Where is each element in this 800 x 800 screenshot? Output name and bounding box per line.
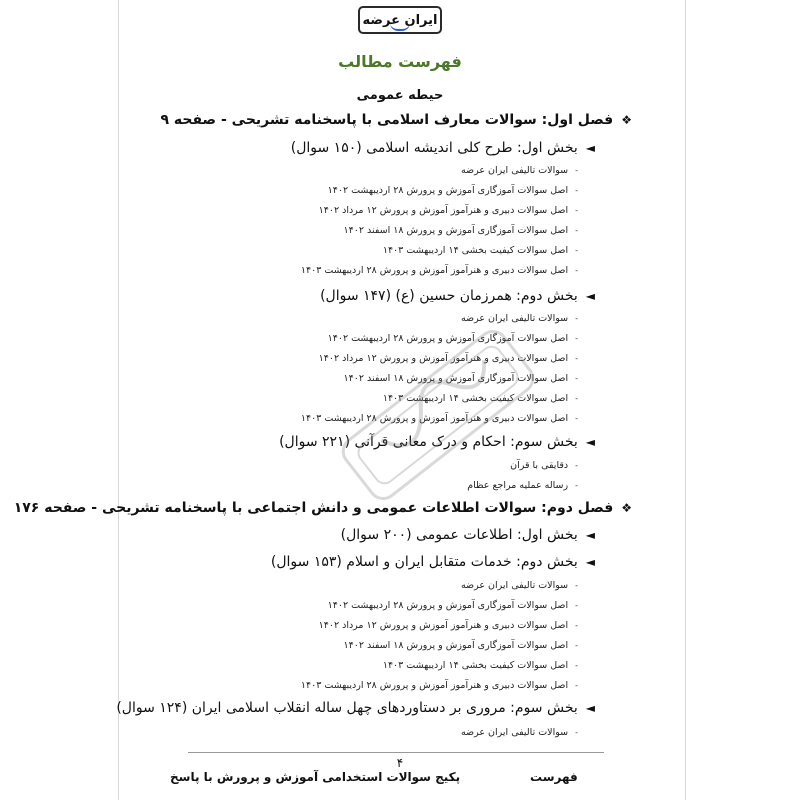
dash-bullet-icon: -: [575, 641, 578, 650]
dash-bullet-icon: -: [575, 246, 578, 255]
dash-bullet-icon: -: [575, 621, 578, 630]
toc-item[interactable]: [383, 245, 578, 256]
toc-part[interactable]: [116, 700, 595, 716]
footer-book-title: پکیج سوالات استخدامی آموزش و پرورش با پاسخ: [170, 770, 461, 784]
toc-item[interactable]: [461, 313, 578, 324]
toc-item[interactable]: [301, 413, 578, 424]
section-heading: حیطه عمومی: [356, 88, 444, 103]
toc-chapter[interactable]: [14, 500, 632, 516]
toc-item[interactable]: [383, 393, 578, 404]
toc-item-text: اصل سوالات آموزگاری آموزش و پرورش ۲۸ اردیبهشت ۱۴۰۲: [327, 185, 569, 196]
toc-item-text: اصل سوالات دبیری و هنرآموز آموزش و پرورش ۲۸ اردیبهشت ۱۴۰۳: [300, 680, 569, 691]
toc-chapter-text: فصل دوم: سوالات اطلاعات عمومی و دانش اجتماعی با پاسخنامه تشریحی - صفحه ۱۷۶: [13, 500, 614, 516]
toc-item[interactable]: [344, 225, 578, 236]
dash-bullet-icon: -: [575, 481, 578, 490]
toc-item-text: اصل سوالات دبیری و هنرآموز آموزش و پرورش ۲۸ اردیبهشت ۱۴۰۳: [300, 413, 569, 424]
dash-bullet-icon: -: [575, 334, 578, 343]
toc-item-text: اصل سوالات آموزگاری آموزش و پرورش ۲۸ اردیبهشت ۱۴۰۲: [327, 600, 569, 611]
toc-part[interactable]: [271, 554, 595, 570]
dash-bullet-icon: -: [575, 374, 578, 383]
toc-item[interactable]: [328, 600, 578, 611]
toc-item-text: اصل سوالات کیفیت بخشی ۱۴ اردیبهشت ۱۴۰۳: [382, 393, 569, 404]
arrow-bullet-icon: ◄: [585, 528, 595, 542]
arrow-bullet-icon: ◄: [585, 289, 595, 303]
toc-chapter-text: فصل اول: سوالات معارف اسلامی با پاسخنامه تشریحی - صفحه ۹: [160, 112, 614, 128]
page-number: ۴: [396, 756, 404, 770]
dash-bullet-icon: -: [575, 226, 578, 235]
toc-item[interactable]: [461, 580, 578, 591]
toc-part[interactable]: [341, 527, 595, 543]
toc-item-text: دقایقی با قرآن: [510, 460, 569, 471]
dash-bullet-icon: -: [575, 206, 578, 215]
toc-part[interactable]: [320, 288, 595, 304]
toc-item[interactable]: [301, 680, 578, 691]
dash-bullet-icon: -: [575, 166, 578, 175]
diamond-bullet-icon: ❖: [621, 113, 632, 127]
toc-item[interactable]: [328, 333, 578, 344]
toc-item[interactable]: [319, 205, 578, 216]
toc-part[interactable]: [291, 140, 595, 156]
toc-item[interactable]: [344, 373, 578, 384]
footer-section-label: فهرست: [530, 770, 578, 784]
toc-part-text: بخش سوم: مروری بر دستاوردهای چهل ساله انقلاب اسلامی ایران (۱۲۴ سوال): [116, 700, 578, 716]
toc-item-text: اصل سوالات کیفیت بخشی ۱۴ اردیبهشت ۱۴۰۳: [382, 245, 569, 256]
toc-item-text: اصل سوالات آموزگاری آموزش و پرورش ۲۸ اردیبهشت ۱۴۰۲: [327, 333, 569, 344]
dash-bullet-icon: -: [575, 314, 578, 323]
toc-item-text: سوالات تالیفی ایران عرضه: [460, 313, 569, 324]
toc-item[interactable]: [461, 727, 578, 738]
toc-item-text: اصل سوالات دبیری و هنرآموز آموزش و پرورش ۲۸ اردیبهشت ۱۴۰۳: [300, 265, 569, 276]
dash-bullet-icon: -: [575, 354, 578, 363]
diamond-bullet-icon: ❖: [621, 501, 632, 515]
toc-item-text: سوالات تالیفی ایران عرضه: [460, 727, 569, 738]
dash-bullet-icon: -: [575, 601, 578, 610]
toc-item-text: اصل سوالات آموزگاری آموزش و پرورش ۱۸ اسفند ۱۴۰۲: [343, 225, 569, 236]
footer-divider: [188, 752, 604, 753]
dash-bullet-icon: -: [575, 414, 578, 423]
dash-bullet-icon: -: [575, 728, 578, 737]
dash-bullet-icon: -: [575, 681, 578, 690]
toc-item[interactable]: [467, 480, 578, 491]
brand-logo: [358, 6, 442, 34]
toc-item-text: اصل سوالات آموزگاری آموزش و پرورش ۱۸ اسفند ۱۴۰۲: [343, 373, 569, 384]
toc-part-text: بخش اول: اطلاعات عمومی (۲۰۰ سوال): [340, 527, 578, 543]
toc-part-text: بخش سوم: احکام و درک معانی قرآنی (۲۲۱ سوال): [279, 434, 578, 450]
toc-item[interactable]: [319, 353, 578, 364]
dash-bullet-icon: -: [575, 661, 578, 670]
toc-item[interactable]: [301, 265, 578, 276]
toc-item-text: اصل سوالات کیفیت بخشی ۱۴ اردیبهشت ۱۴۰۳: [382, 660, 569, 671]
toc-item[interactable]: [461, 165, 578, 176]
toc-item-text: اصل سوالات دبیری و هنرآموز آموزش و پرورش ۱۲ مرداد ۱۴۰۲: [318, 620, 569, 631]
dash-bullet-icon: -: [575, 461, 578, 470]
toc-item[interactable]: [328, 185, 578, 196]
toc-part[interactable]: [279, 434, 595, 450]
toc-part-text: بخش دوم: خدمات متقابل ایران و اسلام (۱۵۳ سوال): [270, 554, 578, 570]
arrow-bullet-icon: ◄: [585, 435, 595, 449]
dash-bullet-icon: -: [575, 186, 578, 195]
toc-item[interactable]: [344, 640, 578, 651]
page-title: فهرست مطالب: [338, 52, 462, 71]
arrow-bullet-icon: ◄: [585, 701, 595, 715]
logo-text: ایران عرضه: [362, 12, 438, 28]
toc-item[interactable]: [319, 620, 578, 631]
toc-part-text: بخش اول: طرح کلی اندیشه اسلامی (۱۵۰ سوال): [290, 140, 578, 156]
toc-item[interactable]: [383, 660, 578, 671]
dash-bullet-icon: -: [575, 581, 578, 590]
dash-bullet-icon: -: [575, 266, 578, 275]
toc-item-text: سوالات تالیفی ایران عرضه: [460, 580, 569, 591]
toc-item[interactable]: [510, 460, 578, 471]
toc-item-text: اصل سوالات دبیری و هنرآموز آموزش و پرورش ۱۲ مرداد ۱۴۰۲: [318, 353, 569, 364]
toc-item-text: رساله عملیه مراجع عظام: [467, 480, 569, 491]
toc-chapter[interactable]: [160, 112, 632, 128]
toc-part-text: بخش دوم: همرزمان حسین (ع) (۱۴۷ سوال): [320, 288, 578, 304]
arrow-bullet-icon: ◄: [585, 141, 595, 155]
toc-item-text: اصل سوالات دبیری و هنرآموز آموزش و پرورش ۱۲ مرداد ۱۴۰۲: [318, 205, 569, 216]
toc-item-text: اصل سوالات آموزگاری آموزش و پرورش ۱۸ اسفند ۱۴۰۲: [343, 640, 569, 651]
dash-bullet-icon: -: [575, 394, 578, 403]
arrow-bullet-icon: ◄: [585, 555, 595, 569]
logo-swoosh-icon: [390, 23, 410, 31]
toc-item-text: سوالات تالیفی ایران عرضه: [460, 165, 569, 176]
